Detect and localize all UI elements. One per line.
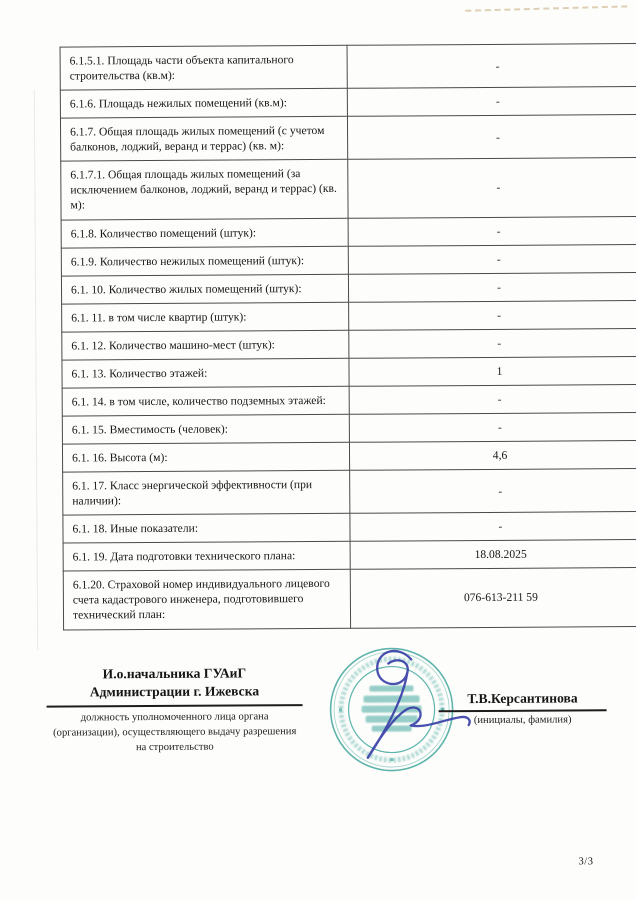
table-row: [60, 87, 636, 119]
row-value: -: [347, 87, 636, 117]
row-value: 18.08.2025: [350, 540, 636, 570]
spec-table-body: [60, 43, 636, 629]
row-label: 6.1.6. Площадь нежилых помещений (кв.м):: [60, 88, 347, 118]
signee-block: [438, 690, 606, 729]
table-row: [62, 356, 636, 388]
row-label: 6.1. 16. Высота (м):: [62, 442, 349, 472]
row-label: 6.1.7.1. Общая площадь жилых помещений (за исключением балконов, лоджий, веранд и террас) (кв. м):: [61, 160, 348, 220]
row-value: -: [349, 412, 636, 442]
row-value: -: [347, 115, 636, 160]
row-value: -: [347, 43, 636, 88]
row-value: -: [348, 158, 636, 218]
table-row: [60, 43, 636, 90]
row-label: 6.1. 15. Вместимость (человек):: [62, 414, 349, 444]
table-row: [61, 216, 636, 248]
row-value: -: [348, 216, 636, 246]
row-label: 6.1.5.1. Площадь части объекта капитального строительства (кв.м):: [60, 45, 347, 90]
position-line-2: Администрации г. Ижевска: [89, 683, 260, 700]
row-value: -: [350, 512, 636, 542]
table-row: [61, 158, 636, 220]
row-label: 6.1.20. Страховой номер индивидуального лицевого счета кадастрового инженера, подготовившего технический план:: [63, 570, 350, 630]
row-value: -: [349, 384, 636, 414]
row-label: 6.1. 18. Иные показатели:: [63, 513, 350, 543]
table-row: [62, 384, 636, 416]
position-line-1: И.о.начальника ГУАиГ: [102, 665, 247, 682]
row-value: 4,6: [349, 440, 636, 470]
row-label: 6.1. 19. Дата подготовки технического плана:: [63, 542, 350, 572]
page-edge-shadow: [34, 90, 38, 650]
row-value: 1: [349, 356, 636, 386]
row-label: 6.1. 11. в том числе квартир (штук):: [62, 302, 349, 332]
table-row: [60, 115, 636, 162]
signee-name: Т.В.Керсантинова: [438, 690, 606, 712]
scan-artifact: [465, 5, 627, 11]
row-value: -: [349, 328, 636, 358]
row-value: -: [348, 272, 636, 302]
row-label: 6.1. 13. Количество этажей:: [62, 358, 349, 388]
table-row: [62, 440, 636, 472]
table-row: [63, 469, 636, 516]
row-value: -: [348, 244, 636, 274]
table-row: [62, 300, 636, 332]
row-label: 6.1.8. Количество помещений (штук):: [61, 218, 348, 248]
table-row: [62, 412, 636, 444]
row-label: 6.1.9. Количество нежилых помещений (штук):: [61, 246, 348, 276]
row-label: 6.1. 10. Количество жилых помещений (штук):: [61, 274, 348, 304]
row-label: 6.1.7. Общая площадь жилых помещений (с учетом балконов, лоджий, веранд и террас) (кв. м):: [60, 117, 347, 162]
name-caption: (инициалы, фамилия): [473, 714, 572, 727]
row-value: 076-613-211 59: [350, 568, 636, 628]
table-row: [63, 512, 636, 544]
row-value: -: [350, 469, 636, 514]
row-value: -: [349, 300, 636, 330]
table-row: [61, 272, 636, 304]
table-row: [63, 540, 636, 572]
signature-area: [1, 656, 636, 790]
position-caption: должность уполномоченного лица органа (организации), осуществляющего выдачу разрешения на строительство: [53, 711, 297, 753]
row-label: 6.1. 17. Класс энергической эффективности (при наличии):: [63, 470, 350, 515]
official-position-block: [46, 664, 303, 756]
official-position-title: [46, 664, 302, 707]
spec-table: [60, 43, 636, 630]
table-row: [62, 328, 636, 360]
table-row: [61, 244, 636, 276]
table-row: [63, 568, 636, 630]
page-number: 3/3: [578, 856, 594, 868]
row-label: 6.1. 14. в том числе, количество подземных этажей:: [62, 386, 349, 416]
row-label: 6.1. 12. Количество машино-мест (штук):: [62, 330, 349, 360]
